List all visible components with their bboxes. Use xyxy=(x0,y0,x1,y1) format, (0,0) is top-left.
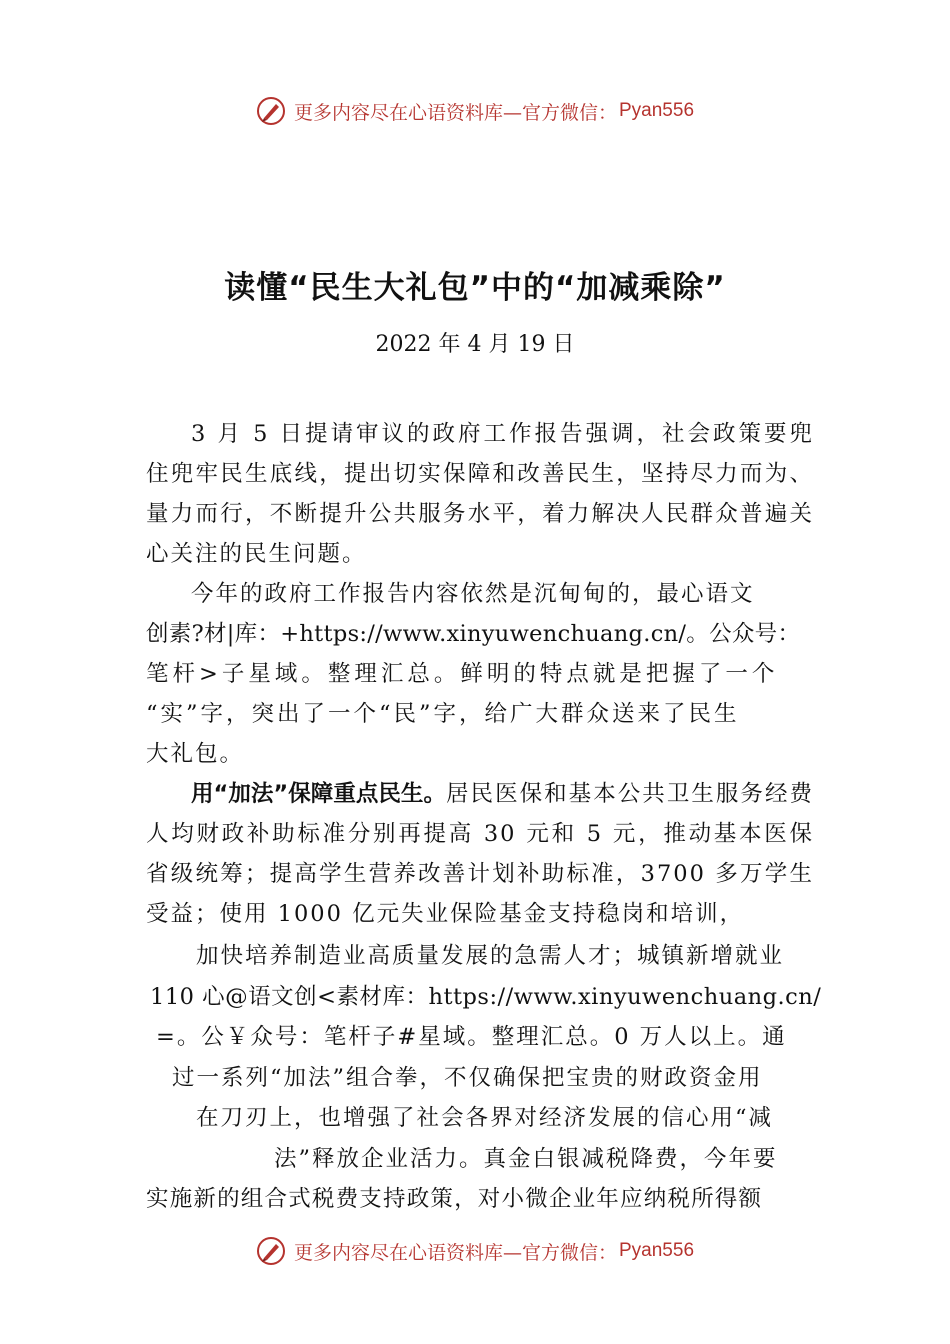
block-line-g: 实施新的组合式税费支持政策，对小微企业年应纳税所得额 xyxy=(146,1186,763,1212)
block-line-a: 加快培养制造业高质量发展的急需人才；城镇新增就业 xyxy=(196,943,785,969)
document-title: 读懂“民生大礼包”中的“加减乘除” xyxy=(224,270,726,306)
banner-wechat-id: Pyan556 xyxy=(619,100,695,121)
paragraph-1: 3 月 5 日提请审议的政府工作报告强调，社会政策要兜住兜牢民生底线，提出切实保障和改善民生，坚持尽力而为、量力而行，不断提升公共服务水平，着力解决人民群众普遍关心关注的民生问题。 xyxy=(146,421,814,567)
block-line-f: 法”释放企业活力。真金白银减税降费，今年要 xyxy=(274,1145,778,1172)
article-body xyxy=(146,414,814,934)
block-line-e: 在刀刃上，也增强了社会各界对经济发展的信心用“减 xyxy=(196,1105,774,1131)
garbled-text-block xyxy=(146,936,822,1220)
block-line-d: 过一系列“加法”组合拳，不仅确保把宝贵的财政资金用 xyxy=(172,1064,763,1091)
paragraph-2-line-2: 创素?材|库：+https://www.xinyuwenchuang.cn/。公众号： xyxy=(146,621,801,647)
block-line-b: 110 心@语文创<素材库：https://www.xinyuwenchuang.cn/ xyxy=(150,983,822,1010)
banner-text: 更多内容尽在心语资料库—官方微信： xyxy=(293,101,617,124)
footer-banner xyxy=(0,1236,950,1266)
paragraph-2-line-3: 笔杆>子星域。整理汇总。鲜明的特点就是把握了一个 xyxy=(146,661,779,687)
header-banner xyxy=(0,96,950,126)
paragraph-3-heading: 用“加法”保障重点民生。 xyxy=(191,781,446,807)
paragraph-3 xyxy=(146,774,814,934)
paragraph-2-line-1: 今年的政府工作报告内容依然是沉甸甸的，最心语文 xyxy=(191,581,755,607)
paragraph-3-text: 居民医保和基本公共卫生服务经费人均财政补助标准分别再提高 30 元和 5 元，推动基本医保省级统筹；提高学生营养改善计划补助标准，3700 多万学生受益；使用 1000 亿元失业保险基金支持稳岗和培训， xyxy=(146,781,814,927)
block-line-c: =。公￥众号：笔杆子#星域。整理汇总。0 万人以上。通 xyxy=(156,1024,787,1050)
banner-text: 更多内容尽在心语资料库—官方微信： xyxy=(293,1241,617,1264)
pen-logo-icon xyxy=(256,96,286,126)
paragraph-2-line-4: “实”字，突出了一个“民”字，给广大群众送来了民生 xyxy=(146,701,740,727)
paragraph-2-line-5: 大礼包。 xyxy=(146,741,245,767)
paragraph-2 xyxy=(146,574,814,774)
document-date: 2022 年 4 月 19 日 xyxy=(375,332,575,357)
banner-wechat-id: Pyan556 xyxy=(619,1240,695,1261)
pen-logo-icon xyxy=(256,1236,286,1266)
